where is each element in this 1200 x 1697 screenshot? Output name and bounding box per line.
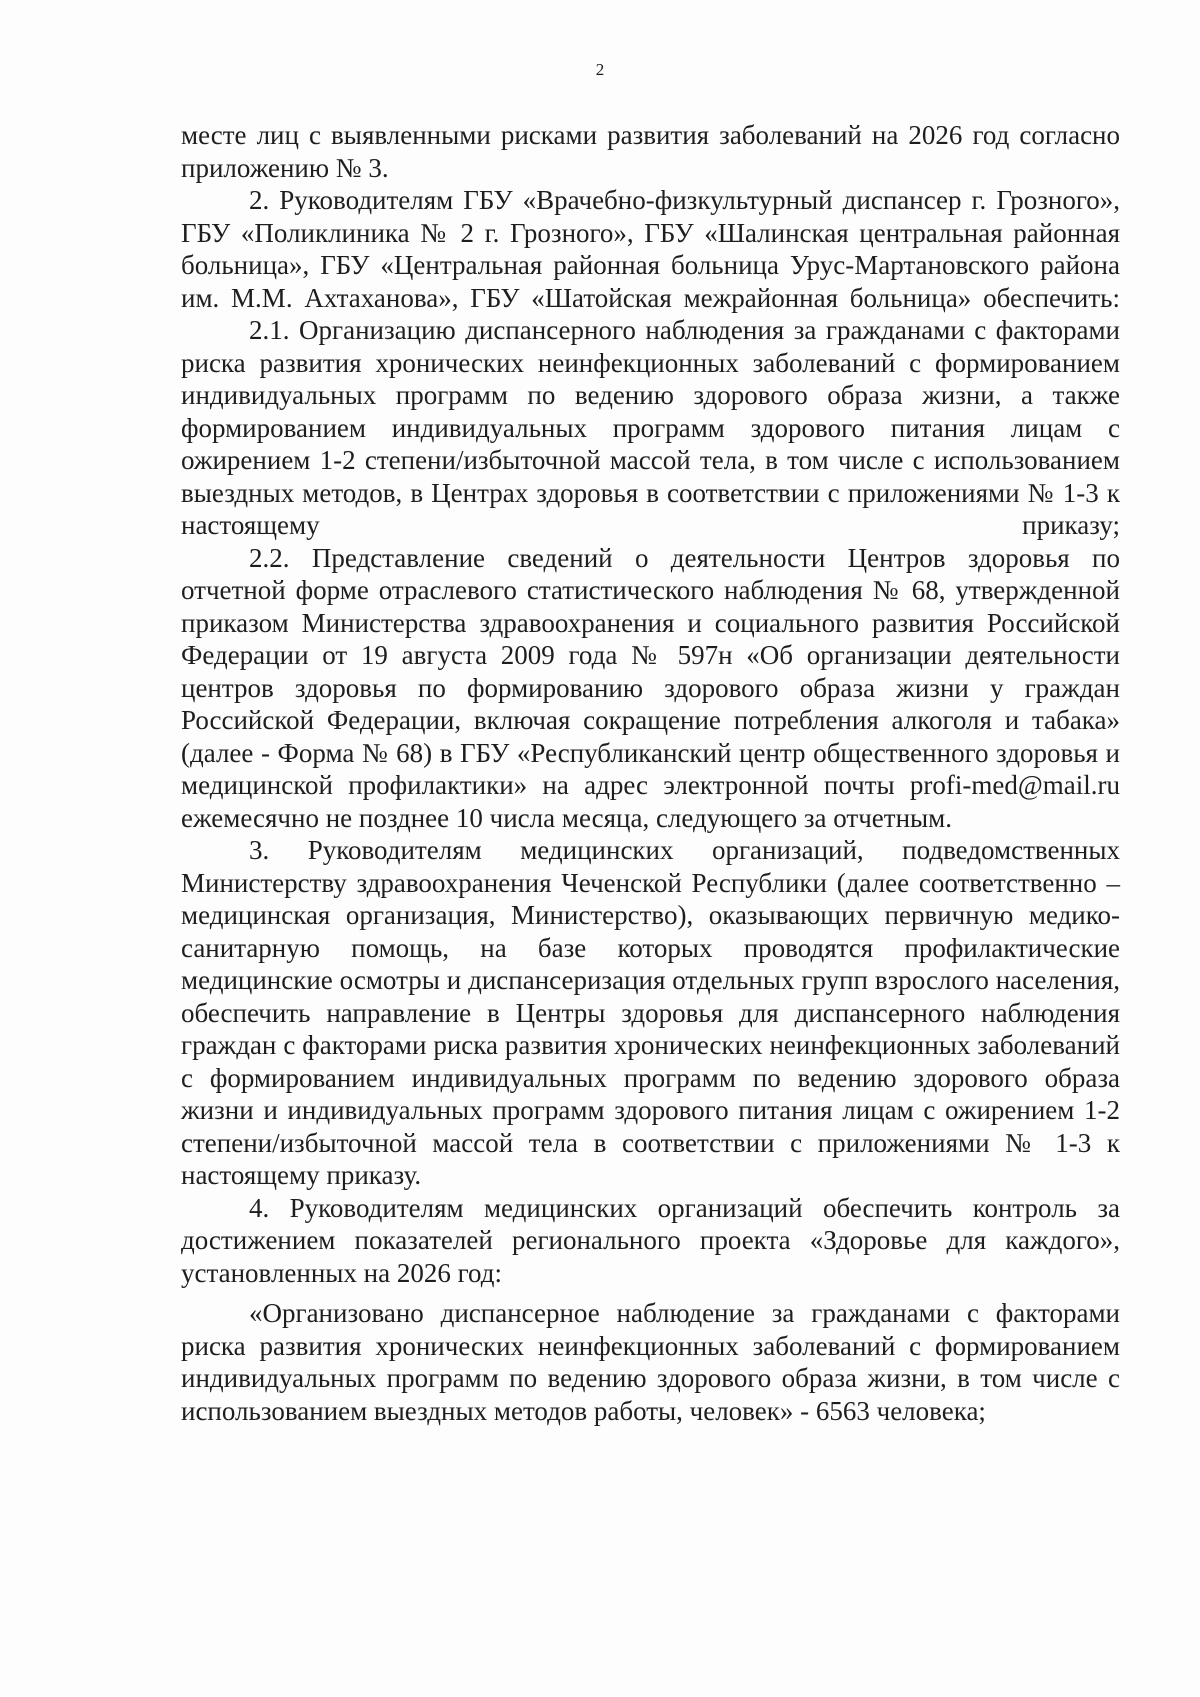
paragraph-item-2-2: 2.2. Представление сведений о деятельности Центров здоровья по отчетной форме отраслевого статистического наблюдения № 68, утвержденной приказом Министерства здравоохранения и социального развития Российской Федерации от 19 августа 2009 года № 597н «Об организации деятельности центров здоровья по формированию здорового образа жизни у граждан Российской Федерации, включая сокращение потребления алкоголя и табака» (далее - Форма № 68) в ГБУ «Республиканский центр общественного здоровья и медицинской профилактики» на адрес электронной почты profi-med@mail.ru ежемесячно не позднее 10 числа месяца, следующего за отчетным. bbox=[181, 542, 1120, 833]
page-number: 2 bbox=[595, 60, 605, 79]
paragraph-continuation: месте лиц с выявленными рисками развития заболеваний на 2026 год согласно приложению № 3. bbox=[181, 120, 1120, 183]
paragraph-item-3: 3. Руководителям медицинских организаций, подведомственных Министерству здравоохранения Чеченской Республики (далее соответственно – медицинская организация, Министерство), оказывающих первичную медико-санитарную помощь, на базе которых проводятся профилактические медицинские осмотры и диспансеризация отдельных групп взрослого населения, обеспечить направление в Центры здоровья для диспансерного наблюдения граждан с факторами риска развития хронических неинфекционных заболеваний с формированием индивидуальных программ по ведению здорового образа жизни и индивидуальных программ здорового питания лицам с ожирением 1-2 степени/избыточной массой тела в соответствии с приложениями № 1-3 к настоящему приказу. bbox=[181, 835, 1120, 1190]
document-body bbox=[181, 119, 1120, 1427]
paragraph-item-2-1: 2.1. Организацию диспансерного наблюдения за гражданами с факторами риска развития хронических неинфекционных заболеваний с формированием индивидуальных программ по ведению здорового образа жизни, а также формированием индивидуальных программ здорового питания лицам с ожирением 1-2 степени/избыточной массой тела, в том числе с использованием выездных методов, в Центрах здоровья в соответствии с приложениями № 1-3 к настоящему приказу; bbox=[181, 315, 1120, 540]
paragraph-indicator-quote: «Организовано диспансерное наблюдение за гражданами с факторами риска развития хронических неинфекционных заболеваний с формированием индивидуальных программ по ведению здорового образа жизни, в том числе с использованием выездных методов работы, человек» - 6563 человека; bbox=[181, 1298, 1120, 1426]
paragraph-item-2: 2. Руководителям ГБУ «Врачебно-физкультурный диспансер г. Грозного», ГБУ «Поликлиника № 2 г. Грозного», ГБУ «Шалинская центральная районная больница», ГБУ «Центральная районная больница Урус-Мартановского района им. М.М. Ахтаханова», ГБУ «Шатойская межрайонная больница» обеспечить: bbox=[181, 185, 1120, 313]
paragraph-item-4: 4. Руководителям медицинских организаций обеспечить контроль за достижением показателей регионального проекта «Здоровье для каждого», установленных на 2026 год: bbox=[181, 1192, 1120, 1288]
